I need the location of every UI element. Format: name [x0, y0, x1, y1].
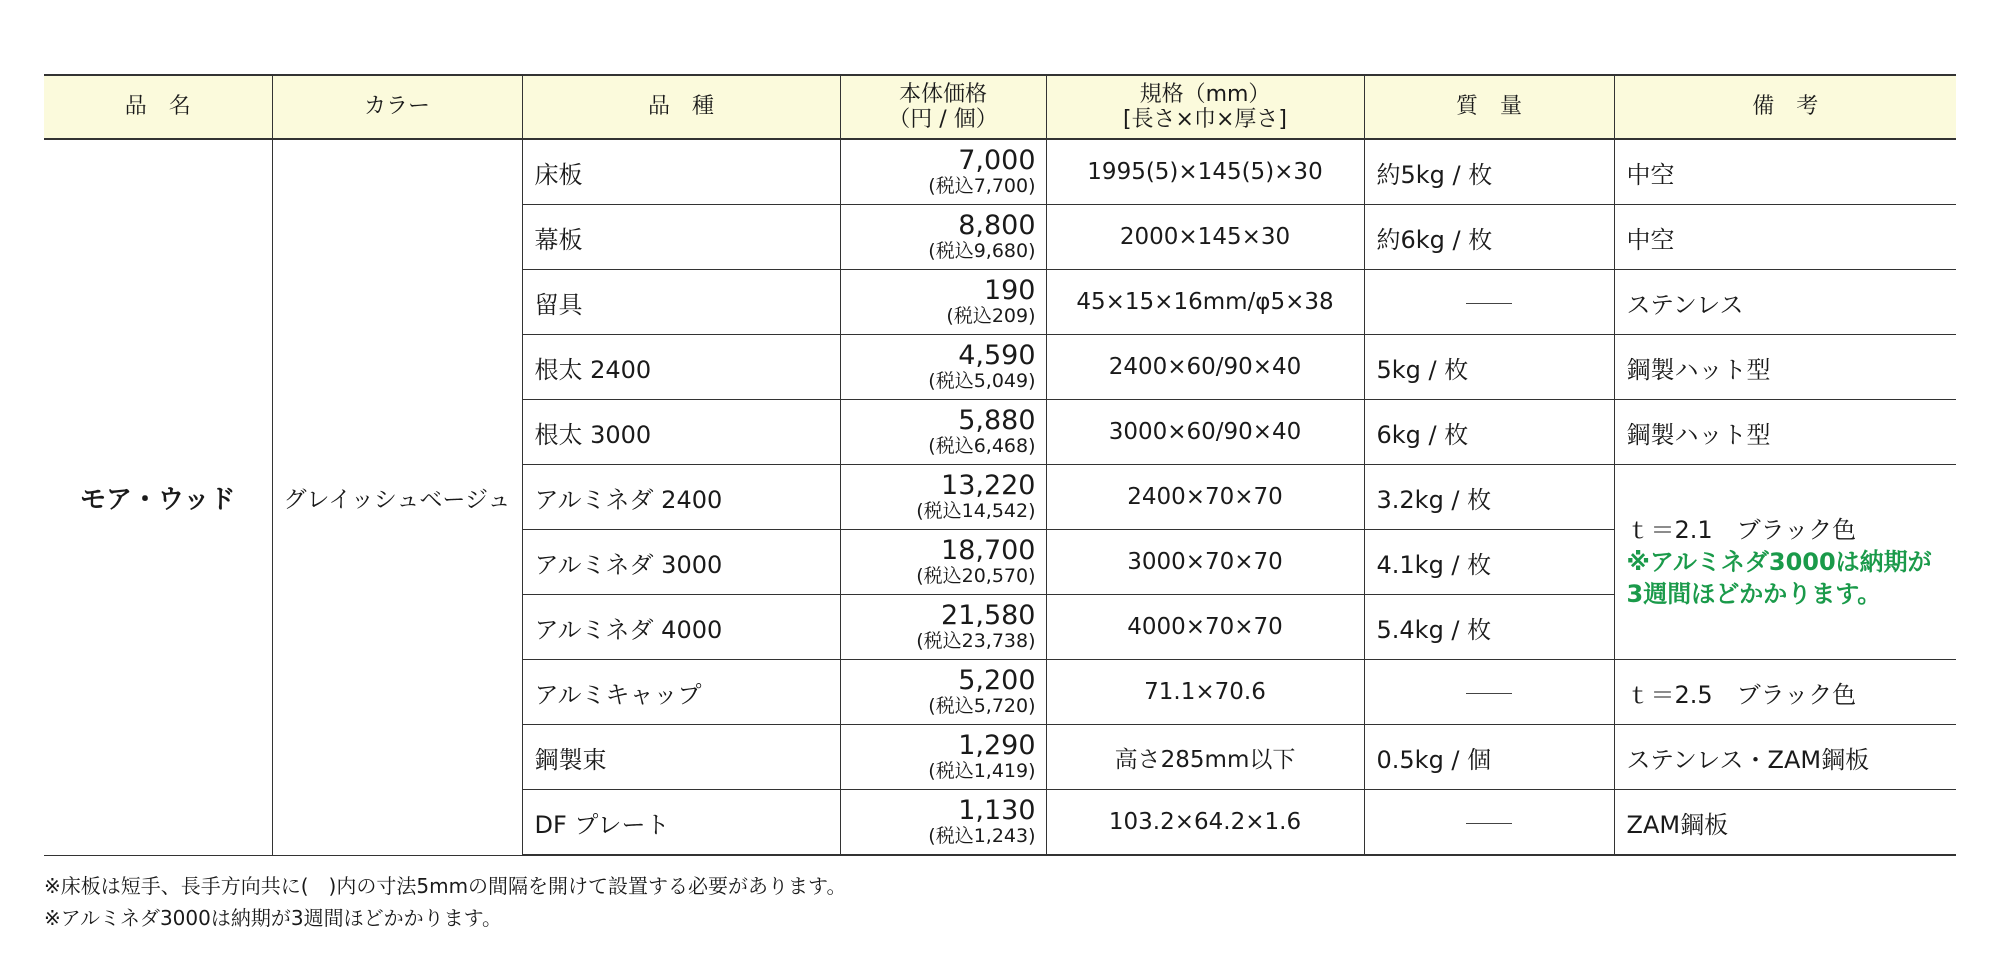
- note-delivery-warning-1: ※アルミネダ3000は納期が: [1626, 548, 1932, 576]
- mass-cell: 3.2kg / 枚: [1364, 465, 1614, 530]
- price-value: 7,000: [958, 145, 1036, 176]
- price-value: 8,800: [958, 210, 1036, 241]
- dimension-cell: 3000×70×70: [1046, 530, 1364, 595]
- price-value: 5,880: [958, 405, 1036, 436]
- dimension-cell: 45×15×16mm/φ5×38: [1046, 270, 1364, 335]
- price-spec-table: [44, 74, 1956, 856]
- price-cell: [840, 660, 1046, 725]
- header-name: 品 名: [44, 75, 272, 139]
- type-cell: アルミキャップ: [522, 660, 840, 725]
- note-delivery-warning-2: 3週間ほどかかります。: [1626, 580, 1882, 608]
- dash-line: [1466, 693, 1512, 694]
- mass-cell: 4.1kg / 枚: [1364, 530, 1614, 595]
- dimension-cell: 2400×60/90×40: [1046, 335, 1364, 400]
- header-spec-line2: [長さ×巾×厚さ]: [1122, 107, 1288, 132]
- mass-cell-empty: [1364, 790, 1614, 856]
- mass-cell-empty: [1364, 660, 1614, 725]
- header-price: [840, 75, 1046, 139]
- price-value: 18,700: [941, 535, 1036, 566]
- price-tax-included: (税込7,700): [928, 175, 1036, 197]
- price-value: 190: [983, 275, 1036, 306]
- dimension-cell: 4000×70×70: [1046, 595, 1364, 660]
- header-spec: [1046, 75, 1364, 139]
- price-spec-document: [44, 74, 1956, 934]
- header-color: カラー: [272, 75, 522, 139]
- note-thickness: ｔ＝2.1 ブラック色: [1626, 516, 1857, 544]
- header-price-line1: 本体価格: [898, 81, 987, 107]
- header-spec-line1: 規格（mm）: [1139, 81, 1271, 107]
- price-tax-included: (税込1,243): [928, 825, 1036, 847]
- dimension-cell: 1995(5)×145(5)×30: [1046, 139, 1364, 205]
- price-cell: [840, 205, 1046, 270]
- price-tax-included: (税込9,680): [928, 240, 1036, 262]
- mass-cell: 約6kg / 枚: [1364, 205, 1614, 270]
- price-value: 1,130: [958, 795, 1036, 826]
- header-mass: 質 量: [1364, 75, 1614, 139]
- price-value: 5,200: [958, 665, 1036, 696]
- header-price-line2: （円 / 個）: [888, 107, 998, 132]
- type-cell: 留具: [522, 270, 840, 335]
- note-cell: 中空: [1614, 205, 1956, 270]
- header-note: 備 考: [1614, 75, 1956, 139]
- type-cell: 根太 2400: [522, 335, 840, 400]
- dimension-cell: 2000×145×30: [1046, 205, 1364, 270]
- mass-cell: 5.4kg / 枚: [1364, 595, 1614, 660]
- price-cell: [840, 270, 1046, 335]
- type-cell: 鋼製束: [522, 725, 840, 790]
- mass-cell: 5kg / 枚: [1364, 335, 1614, 400]
- price-tax-included: (税込20,570): [916, 565, 1036, 587]
- table-row: [44, 139, 1956, 205]
- price-cell: [840, 725, 1046, 790]
- note-cell: 鋼製ハット型: [1614, 400, 1956, 465]
- price-cell: [840, 530, 1046, 595]
- type-cell: アルミネダ 3000: [522, 530, 840, 595]
- mass-cell: 6kg / 枚: [1364, 400, 1614, 465]
- price-value: 4,590: [958, 340, 1036, 371]
- dimension-cell: 71.1×70.6: [1046, 660, 1364, 725]
- price-cell: [840, 790, 1046, 856]
- type-cell: 幕板: [522, 205, 840, 270]
- product-name-cell: モア・ウッド: [44, 139, 272, 855]
- dimension-cell: 3000×60/90×40: [1046, 400, 1364, 465]
- type-cell: アルミネダ 4000: [522, 595, 840, 660]
- note-cell: 鋼製ハット型: [1614, 335, 1956, 400]
- type-cell: 床板: [522, 139, 840, 205]
- mass-cell-empty: [1364, 270, 1614, 335]
- price-value: 21,580: [941, 600, 1036, 631]
- price-cell: [840, 595, 1046, 660]
- price-tax-included: (税込14,542): [916, 500, 1036, 522]
- dimension-cell: 103.2×64.2×1.6: [1046, 790, 1364, 856]
- price-cell: [840, 335, 1046, 400]
- table-header-row: [44, 75, 1956, 139]
- price-cell: [840, 465, 1046, 530]
- type-cell: アルミネダ 2400: [522, 465, 840, 530]
- mass-cell: 約5kg / 枚: [1364, 139, 1614, 205]
- price-tax-included: (税込1,419): [928, 760, 1036, 782]
- dimension-cell: 高さ285mm以下: [1046, 725, 1364, 790]
- mass-cell: 0.5kg / 個: [1364, 725, 1614, 790]
- price-tax-included: (税込5,049): [928, 370, 1036, 392]
- price-cell: [840, 400, 1046, 465]
- price-cell: [840, 139, 1046, 205]
- footnotes: [44, 870, 1956, 934]
- price-tax-included: (税込6,468): [928, 435, 1036, 457]
- footnote-delivery: ※アルミネダ3000は納期が3週間ほどかかります。: [44, 906, 502, 930]
- note-cell: ｔ＝2.5 ブラック色: [1614, 660, 1956, 725]
- note-cell: ステンレス: [1614, 270, 1956, 335]
- price-tax-included: (税込5,720): [928, 695, 1036, 717]
- dimension-cell: 2400×70×70: [1046, 465, 1364, 530]
- note-cell: ステンレス・ZAM鋼板: [1614, 725, 1956, 790]
- dash-line: [1466, 303, 1512, 304]
- header-type: 品 種: [522, 75, 840, 139]
- footnote-floor-gap: ※床板は短手、長手方向共に( )内の寸法5mmの間隔を開けて設置する必要があります。: [44, 874, 847, 898]
- type-cell: 根太 3000: [522, 400, 840, 465]
- product-color-cell: グレイッシュベージュ: [272, 139, 522, 855]
- note-cell: 中空: [1614, 139, 1956, 205]
- price-value: 13,220: [941, 470, 1036, 501]
- dash-line: [1466, 823, 1512, 824]
- type-cell: DF プレート: [522, 790, 840, 856]
- price-tax-included: (税込23,738): [916, 630, 1036, 652]
- price-value: 1,290: [958, 730, 1036, 761]
- price-tax-included: (税込209): [946, 305, 1036, 327]
- note-cell: ZAM鋼板: [1614, 790, 1956, 856]
- aluminum-neda-note: [1614, 465, 1956, 660]
